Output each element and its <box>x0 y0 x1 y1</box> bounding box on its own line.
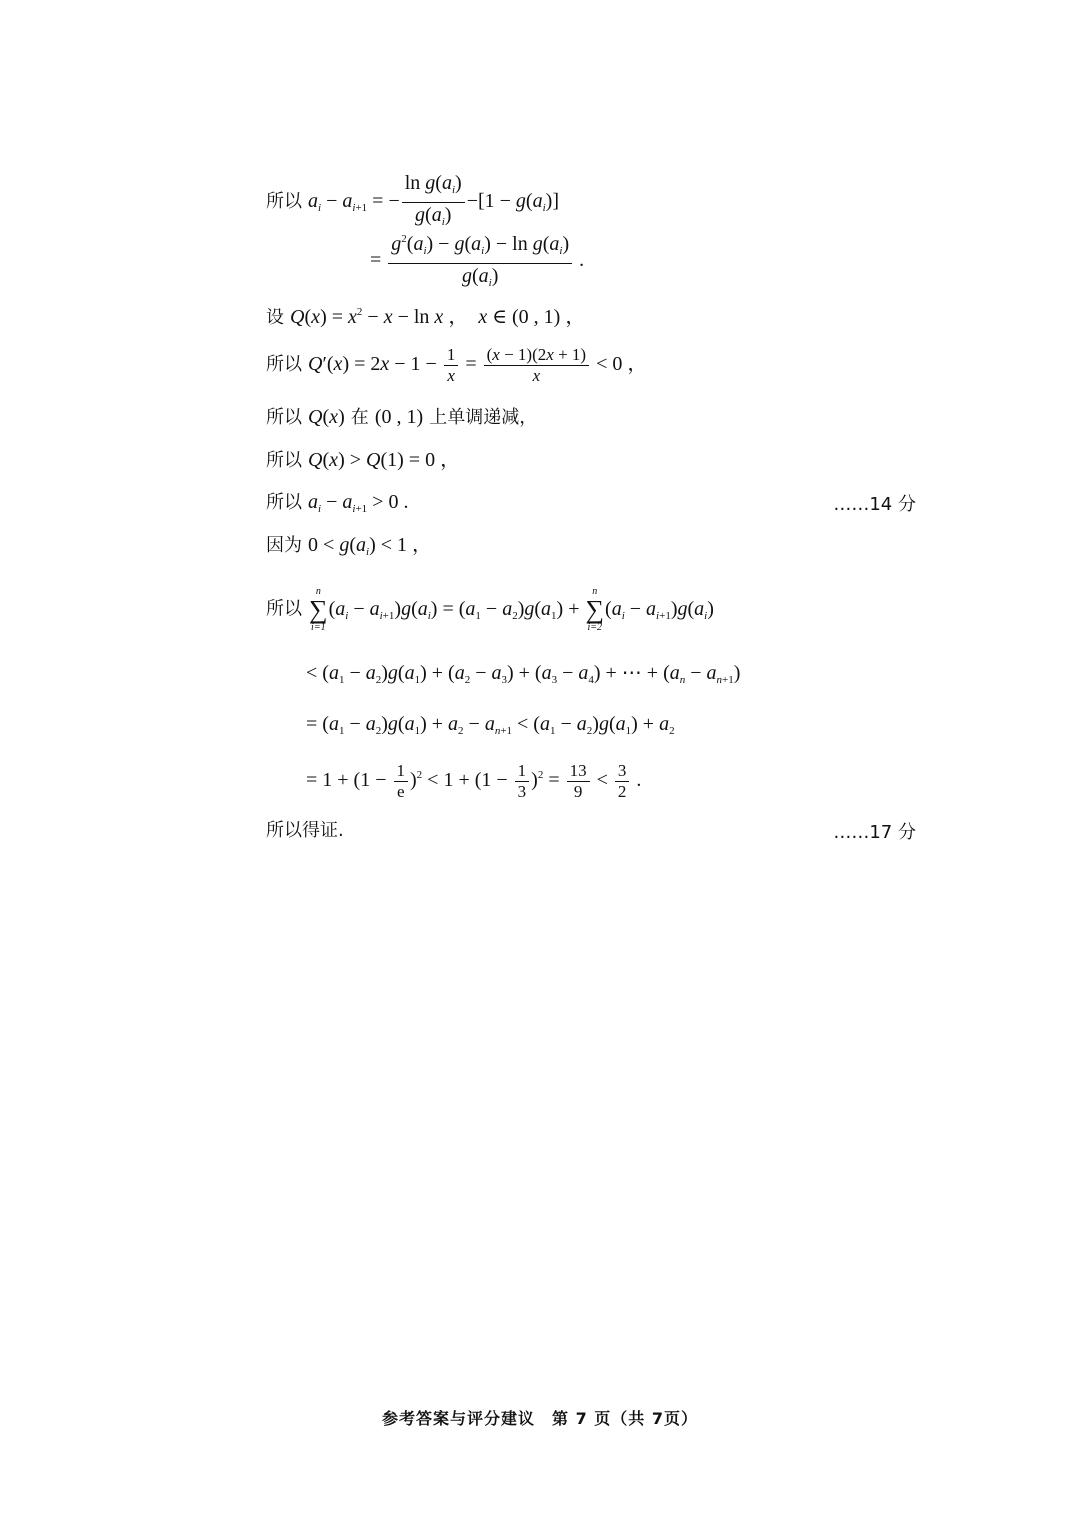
formula: = 1 + (1 − $\frac{1}{e}$ )$^2$ < 1 + (1 − $\frac{1}{3}$ )$^2$ = $\frac{13}{9}$ < $\frac{3}{2}$ . <box>306 761 642 801</box>
proof-line-7 <box>266 490 916 521</box>
proof-line-4 <box>266 346 916 385</box>
proof-line-1 <box>266 172 916 233</box>
score-17: ……17 分 <box>833 822 916 843</box>
word-suoyi: 所以 <box>266 191 302 213</box>
formula: $Q(x) = x^2 - x - \ln x$ ， x ∈ (0 , 1) ， <box>290 306 586 328</box>
formula: n ∑ i=1 $(a_i - a_{i+1})g(a_i) = (a_1 - a_2)g(a_1)$ + n ∑ i=2 $(a_i - a_{i+1})g(a_i)$ <box>309 586 714 633</box>
word-dezheng: 所以得证. <box>266 820 344 841</box>
word-she: 设 <box>266 307 284 328</box>
page-footer: 参考答案与评分建议 第 7 页（共 7页） <box>382 1409 698 1428</box>
word-suoyi: 所以 <box>266 492 302 513</box>
formula: (0 , 1) <box>374 406 424 428</box>
proof-line-6 <box>266 448 916 473</box>
word-yinwei: 因为 <box>266 535 302 556</box>
formula: $a_i - a_{i+1} > 0$ . <box>308 491 409 515</box>
formula: < $(a_1 - a_2)g(a_1) + (a_2 - a_3) + (a_3 - a_4)$ + ⋯ + $(a_n - a_{n+1})$ <box>306 662 741 686</box>
formula: Q(x) > Q(1) = 0 ， <box>308 449 461 471</box>
proof-line-3 <box>266 300 916 330</box>
word-monotone: 上单调递减， <box>429 407 538 428</box>
formula: Q′(x) = 2x − 1 − $\frac{1}{x}$ = $\frac{(x - 1)(2x + 1)}{x}$ < 0 ， <box>308 345 648 385</box>
score-14: ……14 分 <box>833 494 916 515</box>
formula: = $(a_1 - a_2)g(a_1) + a_2 - a_{n+1} < (a_1 - a_2)g(a_1) + a_2$ <box>306 713 675 737</box>
proof-line-9 <box>266 586 916 634</box>
proof-line-5 <box>266 405 916 430</box>
proof-line-10 <box>306 661 956 692</box>
formula: Q(x) <box>308 406 345 428</box>
proof-line-11 <box>306 712 956 743</box>
word-suoyi: 所以 <box>266 354 302 376</box>
proof-line-12 <box>306 762 956 801</box>
word-suoyi: 所以 <box>266 450 302 471</box>
word-zai: 在 <box>350 407 369 428</box>
proof-line-8 <box>266 533 916 564</box>
formula: $0 < g(a_i) < 1$ ， <box>308 534 433 558</box>
proof-line-13 <box>266 818 916 843</box>
word-suoyi: 所以 <box>266 598 302 620</box>
word-suoyi: 所以 <box>266 407 302 428</box>
proof-line-2 <box>370 228 1020 294</box>
formula: $a_i - a_{i+1}$ = − $\frac{\ln g(a_i)}{g(a_i)}$ $-[1 - g(a_i)]$ <box>308 172 559 228</box>
formula: = $\frac{g^2(a_i) - g(a_i) - \ln g(a_i)}{g(a_i)}$ . <box>370 249 584 271</box>
